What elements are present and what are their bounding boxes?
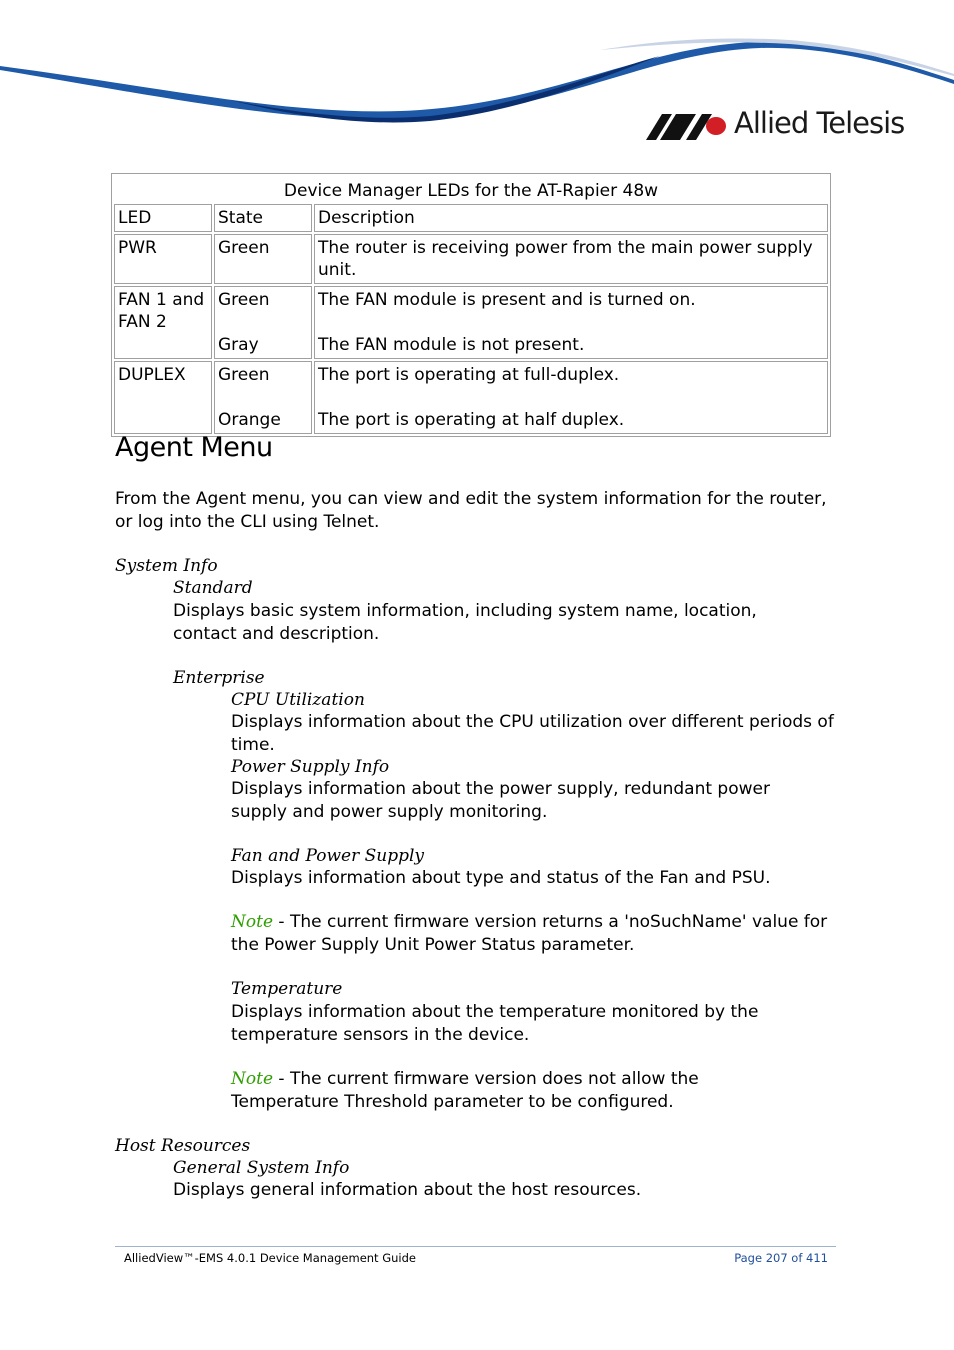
note-text: - The current firmware version returns a 'noSuchName' value for the Power Supply Unit Power Status parameter. (231, 912, 828, 955)
psu-heading: Power Supply Info (231, 757, 390, 777)
logo-text: Allied Telesis (734, 106, 905, 140)
standard-heading: Standard (173, 578, 253, 598)
psu-description: Displays information about the power supply, redundant power supply and power supply monitoring. (231, 779, 770, 822)
general-system-info-heading: General System Info (173, 1158, 350, 1178)
table-row (114, 286, 828, 359)
general-system-info-description: Displays general information about the host resources. (173, 1180, 642, 1200)
description-value: The port is operating at half duplex. (318, 410, 625, 430)
host-resources-heading: Host Resources (115, 1136, 251, 1156)
intro-paragraph: From the Agent menu, you can view and edit the system information for the router, or log into the CLI using Telnet. (115, 489, 827, 532)
description-cell (314, 361, 828, 434)
note-label: Note (231, 1069, 274, 1089)
cpu-description: Displays information about the CPU utilization over different periods of time. (231, 712, 834, 755)
led-cell: PWR (114, 234, 212, 284)
section-title: Agent Menu (115, 432, 273, 463)
state-value: Green (218, 365, 270, 385)
cpu-heading: CPU Utilization (231, 690, 365, 710)
allied-telesis-mark-icon (646, 114, 728, 140)
state-cell (214, 361, 312, 434)
state-value: Green (218, 290, 270, 310)
state-value: Orange (218, 410, 281, 430)
note-1 (231, 911, 831, 957)
header-led: LED (114, 204, 212, 232)
temperature-heading: Temperature (231, 979, 343, 999)
fan-psu-description: Displays information about type and status of the Fan and PSU. (231, 868, 771, 888)
header-state: State (214, 204, 312, 232)
standard-description: Displays basic system information, including system name, location, contact and description. (173, 601, 757, 644)
temperature-description: Displays information about the temperature monitored by the temperature sensors in the device. (231, 1002, 759, 1045)
table-row (114, 361, 828, 434)
description-value: The FAN module is present and is turned on. (318, 290, 696, 310)
description-value: The FAN module is not present. (318, 335, 585, 355)
state-value: Gray (218, 335, 259, 355)
note-label: Note (231, 912, 274, 932)
table-caption: Device Manager LEDs for the AT-Rapier 48w (283, 181, 659, 201)
table-row (114, 234, 828, 284)
allied-telesis-logo (646, 108, 906, 148)
state-cell: Green (214, 234, 312, 284)
footer-divider (115, 1246, 836, 1247)
table-header-row (114, 204, 828, 232)
page-number: Page 207 of 411 (734, 1251, 828, 1265)
note-text: - The current firmware version does not allow the Temperature Threshold parameter to be configured. (231, 1069, 699, 1112)
led-cell: FAN 1 and FAN 2 (114, 286, 212, 359)
system-info-heading: System Info (115, 556, 218, 576)
footer-title: AlliedView™-EMS 4.0.1 Device Management Guide (124, 1251, 416, 1265)
note-2 (231, 1068, 811, 1114)
led-cell: DUPLEX (114, 361, 212, 434)
state-cell (214, 286, 312, 359)
description-cell (314, 286, 828, 359)
description-cell: The router is receiving power from the main power supply unit. (314, 234, 828, 284)
led-table (111, 173, 831, 437)
enterprise-heading: Enterprise (173, 668, 265, 688)
description-value: The port is operating at full-duplex. (318, 365, 620, 385)
header-description: Description (314, 204, 828, 232)
fan-psu-heading: Fan and Power Supply (231, 846, 425, 866)
